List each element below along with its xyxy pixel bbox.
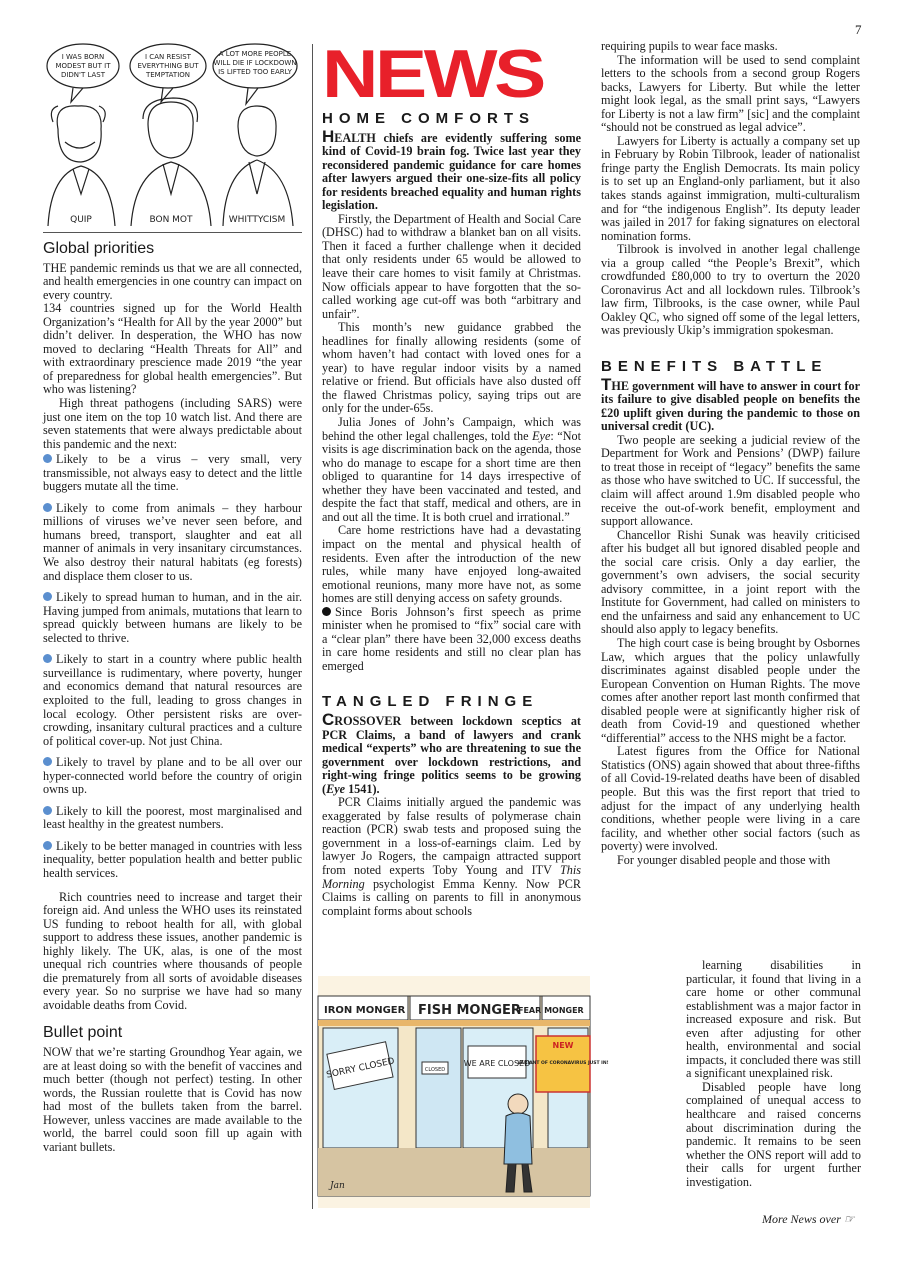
- bullet-dot-icon: [43, 841, 52, 850]
- bullet-point-p1: NOW that we’re starting Groundhog Year again, we are at least doing so with the benefit of vaccines and much better (though not perfect) testing. In other words, the Russian roulette that is Covid has now had most of the bullets taken from the barrel. However, unless vaccines are made available to the world, the barrel could soon fill up again with variant bullets.: [43, 1044, 302, 1154]
- svg-text:WILL DIE IF LOCKDOWN: WILL DIE IF LOCKDOWN: [213, 59, 297, 67]
- sorry-closed-sign: SORRY CLOSED: [325, 1056, 396, 1081]
- bullet-dot-icon: [43, 806, 52, 815]
- sign-iron-monger: IRON MONGER: [324, 1005, 406, 1016]
- benefits-p2: Chancellor Rishi Sunak was heavily criticised after his budget all but ignored disabled people and the social care crisis. Only a day earlier, the government’s own advisers, the social security advisory committee, in a joint report with the Institute for Government, had called on ministers to end the unfairness and said any enhancement to UC should also apply to legacy benefits.: [601, 527, 860, 637]
- more-news-over: More News over ☞: [762, 1212, 855, 1226]
- page-number: 7: [855, 22, 862, 37]
- bullet-item: Likely to travel by plane and to be all over our hyper-connected world before the country of origin owns up.: [43, 755, 302, 797]
- bullet-item: Likely to come from animals – they harbour millions of viruses we’ve never seen before, and humans breed, transport, slaughter and eat all manner of animals in very insanitary circumstances. We also destroy their natural habitats (eg forests) and displace them closer to us.: [43, 500, 302, 583]
- bullet-item: Likely to be a virus – very small, very transmissible, not always easy to detect and the little buggers mutate all the time.: [43, 452, 302, 494]
- caption-quip: QUIP: [70, 215, 92, 225]
- home-p1: Firstly, the Department of Health and Social Care (DHSC) had to withdraw a blanket ban on all visits. Then it faced a further challenge when it decided that only residents under 65 would be allowed to leave their care homes to visit family at Christmas. Now officials appear to have forgotten that the so-called working age cut-off was both “arbitrary and unfair”.: [322, 211, 581, 321]
- bullet-point-title: Bullet point: [43, 1024, 123, 1042]
- fringe-p5: Tilbrook is involved in another legal challenge via a group called “the People’s Brexit”, which crowdfunded £80,000 to try to overturn the 2020 Coronavirus Act and all lockdown rules. Tilbrook’s law firm, Tilbrooks, is the case owner, while Paul Oakley QC, who signed off some of the legal letters, was previously Ukip’s immigration spokesman.: [601, 242, 860, 338]
- bullet-item: Likely to be better managed in countries with less inequality, better population health and better public health services.: [43, 838, 302, 880]
- fringe-p3: The information will be used to send complaint letters to the schools from a second group Rogers backs, Lawyers for Liberty. But while the letter might look legal, as the small print says, “Lawyers for Liberty is not a law firm” [sic] and the complaint “should not be construed as legal advice”.: [601, 52, 860, 135]
- we-are-closed-sign: WE ARE CLOSED: [463, 1059, 531, 1068]
- global-p3: High threat pathogens (including SARS) were just one item on the top 10 watch list. And there are seven statements that were always predictable about this pandemic and the next:: [43, 396, 302, 451]
- home-p4: Care home restrictions have had a devastating impact on the mental and physical health of residents. Even after the introduction of the new rules, while many have enjoyed long-awaited emotional reunions, many more have not, as some homes are still denying access on safety grounds.: [322, 523, 581, 606]
- home-p3: Julia Jones of John’s Campaign, which was behind the other legal challenges, told the Eye: “Not visits is age discrimination back on the agenda, those who do manage to escape for a short time are then obliged to quarantine for 14 days irrespective of whether they have been vaccinated and tested, and despite the fact that staff, medical and others, are in and out all the time. It is both cruel and irrational.”: [322, 415, 582, 524]
- svg-text:A LOT MORE PEOPLE: A LOT MORE PEOPLE: [218, 50, 292, 58]
- benefits-p4: Latest figures from the Office for National Statistics (ONS) again showed that about three-fifths of all Covid-19-related deaths have been of disabled people. But this was the first report that tried to adjust for the impact of any underlying health conditions, whether people were living in a care facility, and whether other social factors (such as poverty) were involved.: [601, 744, 860, 854]
- global-p2: 134 countries signed up for the World Health Organization’s “Health for All by the year 2000” but didn’t deliver. In desperation, the WHO has now moved to declaring “Health Threats for All” and with extraordinary prescience made 2019 “the year of preparedness for global health emergencies”. But who was listening?: [43, 301, 302, 397]
- benefits-p1: Two people are seeking a judicial review of the Department for Work and Pensions’ (DWP) failure to treat those in receipt of “legacy” benefits the same as those who have switched to UC. If successful, the claim will affect around 1.9m disabled people who receive the out-of-work benefit, employment and support allowance.: [601, 432, 860, 529]
- small-closed-sign: CLOSED: [424, 1067, 446, 1073]
- cartoonist-signature: Jan: [330, 1181, 345, 1191]
- benefits-lead: THE government will have to answer in court for its failure to give disabled people on benefits the £20 uplift given during the pandemic to those on universal credit (UC).: [601, 374, 860, 434]
- tangled-fringe-head: TANGLED FRINGE: [322, 693, 539, 711]
- svg-text:EVERYTHING BUT: EVERYTHING BUT: [137, 62, 199, 70]
- new-badge: NEW: [552, 1041, 574, 1050]
- right-column: [601, 40, 860, 867]
- home-p2: This month’s new guidance grabbed the headlines for finally allowing residents (some of whom haven’t had contact with loved ones for a year) to have regular indoor visits by a named relative or friend. But officials have also dusted off the flawed Christmas policy, saying trips out are only for the under-65s.: [322, 320, 581, 416]
- bubble-1-line1: I WAS BORN: [61, 53, 105, 61]
- fringe-p2: requiring pupils to wear face masks.: [601, 39, 778, 53]
- variant-sign: VARIANT OF CORONAVIRUS JUST IN!: [517, 1061, 609, 1066]
- quip-cartoon: [43, 44, 302, 226]
- fringe-p1: PCR Claims initially argued the pandemic was exaggerated by false results of polymerase chain reaction (PCR) swab tests and proposed suing the government in a loss-of-earnings claim. Led by lawyer Jo Rogers, the campaign attracted support from noted experts Toby Young and ITV This Morning psychologist Emma Kenny. Now PCR Claims is calling on parents to fill in anonymous complaint forms about schools: [322, 795, 581, 918]
- svg-text:MODEST BUT IT: MODEST BUT IT: [55, 62, 111, 70]
- fringe-p4: Lawyers for Liberty is actually a company set up in February by Robin Tilbrook, leader of nationalist fringe party the English Democrats. Its main policy is to set up an England-only parliament, but it also takes stands against immigration, multi-culturalism and for “the indigenous English”. Its deputy leader was jailed in 2017 for faking signatures on electoral nomination forms.: [601, 133, 860, 243]
- left-column: [43, 44, 302, 1154]
- right-column-wrap: [686, 959, 861, 1189]
- fringe-lead: CROSSOVER between lockdown sceptics at PCR Claims, a band of lawyers and crank medical “experts” who are threatening to sue the government over lockdown restrictions, and right-wing fringe politics seems to be growing (Eye 1541).: [322, 709, 581, 796]
- benefits-battle-head: BENEFITS BATTLE: [601, 358, 828, 376]
- bullet-dot-icon: [43, 757, 52, 766]
- benefits-p3: The high court case is being brought by Osbornes Law, which argues that the policy unlawfully discriminates against disabled people under the European Convention on Human Rights. The move comes after another report last month confirmed that disabled people were at significantly higher risk of death from Covid-19 and questioned whether “differential” access to the NHS might be a factor.: [601, 635, 860, 745]
- home-lead: HEALTH chiefs are evidently suffering some kind of Covid-19 brain fog. Twice last year they reconsidered pandemic guidance for care homes after lawyers argued their one-size-fits all policy for residents breached equality and human rights legislation.: [322, 126, 581, 213]
- global-p1: THE pandemic reminds us that we are all connected, and health emergencies in one country can impact on every country.: [43, 260, 303, 302]
- column-divider: [312, 44, 313, 1209]
- caption-whittycism: WHITTYCISM: [228, 215, 286, 225]
- sign-fish-monger: FISH MONGER: [418, 1003, 521, 1018]
- monger-cartoon: [318, 976, 609, 1208]
- home-p5: Since Boris Johnson’s first speech as prime minister when he promised to “fix” social care with a “clear plan” there have been 32,000 excess deaths in care home residents and still no clear plan has emerged: [322, 604, 581, 673]
- svg-text:I CAN RESIST: I CAN RESIST: [145, 53, 191, 61]
- caption-bon-mot: BON MOT: [149, 215, 193, 225]
- svg-text:DIDN'T LAST: DIDN'T LAST: [60, 71, 106, 79]
- sign-fear-monger: FEAR MONGER: [518, 1006, 584, 1015]
- bullet-dot-icon: [43, 592, 52, 601]
- bullet-dot-icon: [43, 654, 52, 663]
- cartoon-divider: [43, 232, 302, 233]
- middle-column: [322, 36, 582, 918]
- home-comforts-head: HOME COMFORTS: [322, 110, 535, 127]
- bullet-dot-icon: [43, 454, 52, 463]
- benefits-p7: Disabled people have long complained of unequal access to healthcare and raised concerns about discrimination during the pandemic. It remains to be seen whether the ONS report will add to their calls for urgent further investigation.: [686, 1079, 861, 1189]
- bullet-item: Likely to start in a country where public health surveillance is rudimentary, where poverty, hunger and economics demand that natural resources are exploited to the full, leading to gross changes in local ecology. Other persistent risks are over-crowding, insanitary cultural practices and a culture of political cover-up. Not just China.: [43, 652, 302, 748]
- bullet-item: Likely to kill the poorest, most marginalised and least healthy in the greatest numbers.: [43, 803, 302, 832]
- global-priorities-title: Global priorities: [43, 240, 155, 257]
- bullet-dot-icon: [43, 503, 52, 512]
- svg-text:TEMPTATION: TEMPTATION: [145, 71, 191, 79]
- bullet-item: Likely to spread human to human, and in the air. Having jumped from animals, mutations that learn to spread quickly between humans are likely to be selected to thrive.: [43, 590, 302, 645]
- news-logo: NEWS: [322, 36, 543, 112]
- bullet-dot-icon: [322, 607, 331, 616]
- benefits-p6: learning disabilities in particular, it found that living in a care home or other communal establishment was a major factor in increased exposure and risk. But even after adjusting for other health, environmental and social impacts, it concluded there was still a significant unexplained risk.: [686, 958, 861, 1081]
- global-p4: Rich countries need to increase and target their foreign aid. And unless the WHO uses its reinstated US funding to reboot health for all, with global support to address these issues, another pandemic is highly likely. The UK, alas, is one of the most unequal rich countries where thousands of people die prematurely from all sorts of avoidable diseases every year. So no surprise we have had so many avoidable deaths from Covid.: [43, 889, 302, 1012]
- svg-text:IS LIFTED TOO EARLY: IS LIFTED TOO EARLY: [218, 68, 292, 76]
- benefits-p5: For younger disabled people and those with: [617, 852, 831, 867]
